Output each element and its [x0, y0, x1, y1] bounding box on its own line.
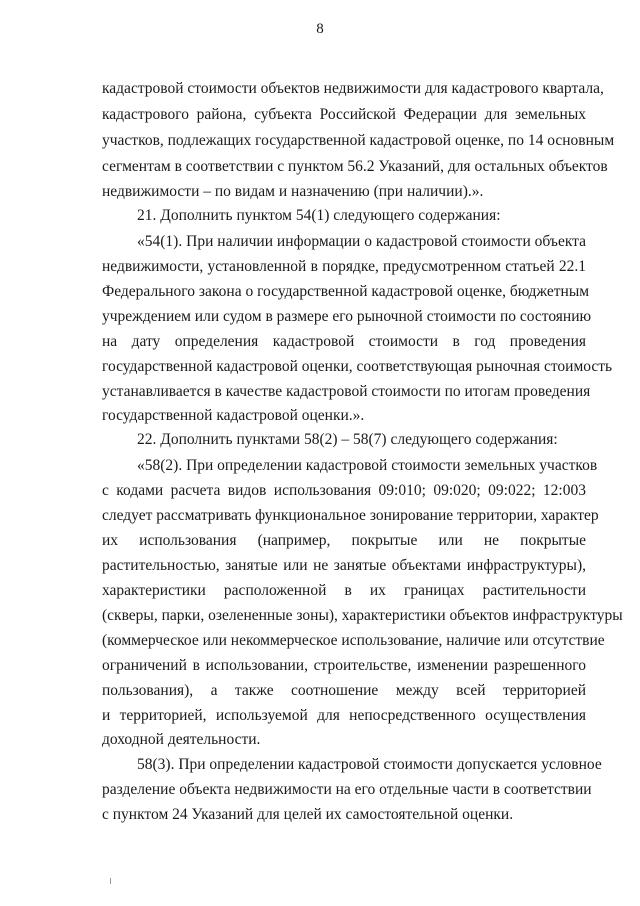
text-line: учреждением или судом в размере его рыночной стоимости по состоянию [102, 308, 592, 325]
text-line: их использования (например, покрытые или не покрытые [102, 532, 586, 549]
text-line: (коммерческое или некоммерческое использование, наличие или отсутствие [102, 632, 605, 649]
text-line: и территорией, используемой для непосредственного осуществления [102, 707, 586, 724]
text-line: «54(1). При наличии информации о кадастровой стоимости объекта [137, 233, 586, 250]
paragraph-heading: 22. Дополнить пунктами 58(2) – 58(7) следующего содержания: [137, 431, 558, 448]
text-line: 58(3). При определении кадастровой стоимости допускается условное [137, 756, 602, 773]
text-line: (скверы, парки, озелененные зоны), характеристики объектов инфраструктуры [102, 607, 623, 624]
scan-mark [110, 878, 111, 884]
text-line: государственной кадастровой оценки.». [102, 407, 365, 424]
paragraph-heading: 21. Дополнить пунктом 54(1) следующего содержания: [137, 207, 501, 224]
text-line: устанавливается в качестве кадастровой стоимости по итогам проведения [102, 383, 591, 400]
text-line: кадастровой стоимости объектов недвижимости для кадастрового квартала, [102, 80, 604, 97]
text-line: недвижимости – по видам и назначению (при наличии).». [102, 183, 484, 200]
text-line: доходной деятельности. [102, 731, 261, 748]
text-line: государственной кадастровой оценки, соответствующая рыночная стоимость [102, 358, 613, 375]
text-line: «58(2). При определении кадастровой стоимости земельных участков [137, 457, 598, 474]
text-line: ограничений в использовании, строительстве, изменении разрешенного [102, 657, 586, 674]
text-line: кадастрового района, субъекта Российской Федерации для земельных [102, 106, 586, 123]
text-line: с пунктом 24 Указаний для целей их самостоятельной оценки. [102, 806, 514, 823]
text-line: сегментам в соответствии с пунктом 56.2 Указаний, для остальных объектов [102, 158, 608, 175]
text-line: Федерального закона о государственной кадастровой оценке, бюджетным [102, 283, 590, 300]
text-line: характеристики расположенной в их границах растительности [102, 582, 586, 599]
page-number: 8 [316, 21, 324, 37]
text-line: с кодами расчета видов использования 09:010; 09:020; 09:022; 12:003 [102, 482, 586, 499]
text-line: недвижимости, установленной в порядке, предусмотренном статьей 22.1 [102, 258, 586, 275]
text-line: пользования), а также соотношение между всей территорией [102, 682, 586, 699]
text-line: разделение объекта недвижимости на его отдельные части в соответствии [102, 781, 592, 798]
text-line: на дату определения кадастровой стоимости в год проведения [102, 333, 586, 350]
text-line: растительностью, занятые или не занятые объектами инфраструктуры), [102, 557, 586, 574]
text-line: следует рассматривать функциональное зонирование территории, характер [102, 507, 599, 524]
text-line: участков, подлежащих государственной кадастровой оценке, по 14 основным [102, 132, 615, 149]
